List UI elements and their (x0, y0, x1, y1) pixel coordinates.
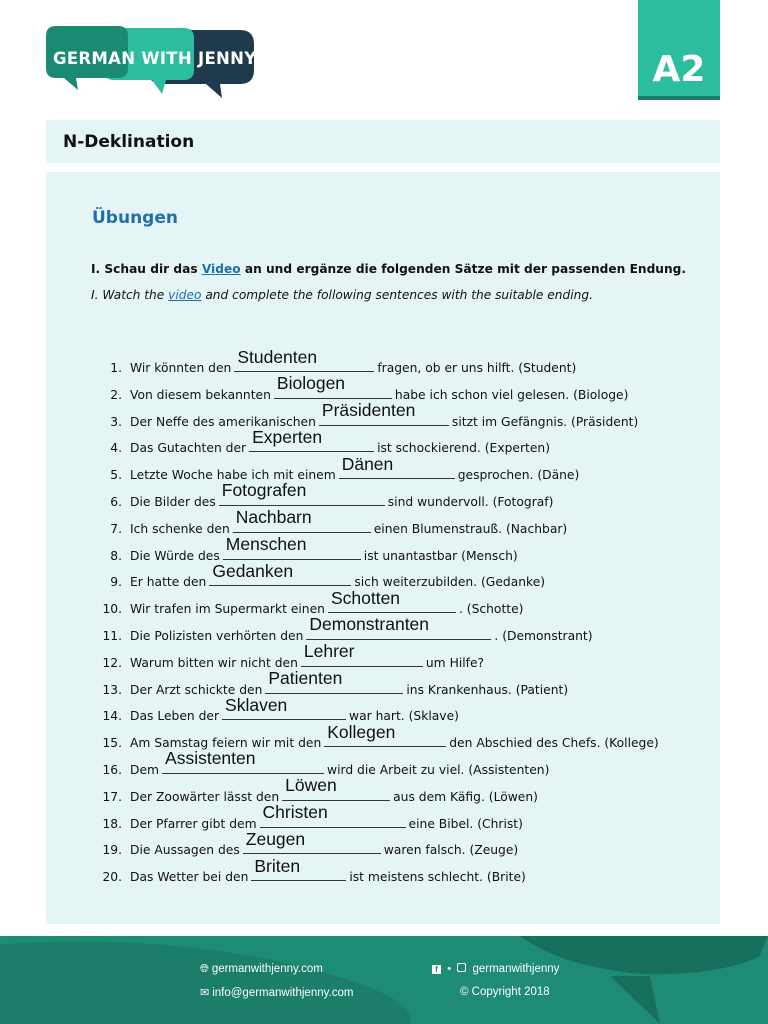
footer-social-text: germanwithjenny (472, 963, 560, 975)
exercise-number: 14. (102, 709, 122, 724)
level-label: A2 (652, 49, 706, 90)
exercise-sentence (130, 453, 580, 489)
exercise-number: 12. (102, 655, 122, 670)
exercise-sentence (130, 426, 550, 462)
answer-blank[interactable] (274, 373, 392, 399)
answer-text: Schotten (330, 587, 401, 608)
instruction-german-text-2: an und ergänze die folgenden Sätze mit der passenden Endung. (240, 262, 687, 276)
exercise-list (96, 346, 706, 891)
instruction-german (91, 262, 686, 276)
sentence-start: Der Pfarrer gibt dem (130, 816, 257, 831)
answer-text: Sklaven (225, 694, 288, 715)
sentence-start: Der Zoowärter lässt den (130, 789, 280, 804)
answer-text: Menschen (225, 534, 307, 555)
exercise-sentence (130, 400, 639, 436)
globe-icon: 🌐︎ (200, 963, 209, 975)
sentence-end: sitzt im Gefängnis. (Präsident) (451, 414, 639, 429)
footer-website[interactable] (200, 963, 323, 976)
sentence-end: ist unantastbar (Mensch) (363, 548, 518, 563)
exercise-number: 11. (102, 628, 122, 643)
footer-copyright: © Copyright 2018 (460, 986, 550, 998)
answer-text: Zeugen (245, 828, 306, 849)
footer-social[interactable] (432, 963, 559, 975)
answer-blank[interactable] (222, 694, 346, 720)
exercise-item (96, 802, 706, 838)
exercise-sentence (130, 694, 459, 730)
answer-blank[interactable] (249, 426, 374, 452)
answer-blank[interactable] (265, 668, 403, 694)
sentence-start: Die Würde des (130, 548, 220, 563)
answer-text: Gedanken (212, 560, 294, 581)
sentence-end: waren falsch. (Zeuge) (383, 843, 519, 858)
exercise-item (96, 400, 706, 436)
exercise-item (96, 453, 706, 489)
exercise-number: 2. (110, 387, 122, 402)
exercise-number: 13. (102, 682, 122, 697)
sentence-start: Das Leben der (130, 709, 220, 724)
exercise-sentence (130, 668, 569, 704)
sentence-end: ins Krankenhaus. (Patient) (406, 682, 569, 697)
exercise-number: 6. (110, 494, 122, 509)
sentence-start: Warum bitten wir nicht den (130, 655, 298, 670)
exercise-number: 1. (110, 361, 122, 375)
instruction-english-text-1: I. Watch the (91, 288, 169, 302)
twitter-icon: • (447, 963, 452, 975)
answer-text: Löwen (285, 775, 337, 796)
sentence-end: wird die Arbeit zu viel. (Assistenten) (327, 762, 550, 777)
sentence-end: ist schockierend. (Experten) (377, 441, 550, 456)
answer-text: Nachbarn (235, 507, 312, 528)
answer-blank[interactable] (319, 400, 449, 426)
answer-blank[interactable] (328, 587, 456, 613)
sentence-end: sind wundervoll. (Fotograf) (387, 494, 554, 509)
sentence-end: aus dem Käfig. (Löwen) (393, 789, 538, 804)
answer-text: Präsidenten (321, 400, 416, 421)
exercise-sentence (130, 828, 519, 864)
answer-text: Fotografen (221, 480, 307, 501)
instruction-english (91, 288, 593, 302)
sentence-start: Er hatte den (130, 575, 207, 590)
exercise-sentence (130, 480, 554, 516)
exercise-number: 18. (102, 816, 122, 831)
sentence-start: Letzte Woche habe ich mit einem (130, 468, 336, 483)
exercise-item (96, 480, 706, 516)
sentence-end: den Abschied des Chefs. (Kollege) (449, 736, 659, 751)
sentence-start: Dem (130, 762, 160, 777)
sentence-start: Der Neffe des amerikanischen (130, 414, 316, 429)
answer-text: Dänen (341, 453, 394, 474)
exercise-item (96, 346, 706, 382)
exercise-item (96, 426, 706, 462)
answer-blank[interactable] (162, 748, 324, 774)
sentence-end: eine Bibel. (Christ) (408, 816, 523, 831)
exercise-item (96, 641, 706, 677)
sentence-end: ist meistens schlecht. (Brite) (349, 870, 526, 885)
exercise-number: 4. (110, 441, 122, 456)
answer-blank[interactable] (339, 453, 455, 479)
level-badge (638, 0, 720, 100)
exercise-number: 17. (102, 789, 122, 804)
sentence-start: Wir könnten den (130, 361, 232, 375)
answer-blank[interactable] (233, 507, 371, 533)
instruction-english-text-2: and complete the following sentences with the suitable ending. (201, 288, 593, 302)
answer-text: Studenten (237, 346, 318, 367)
answer-blank[interactable] (260, 802, 406, 828)
sentence-start: Der Arzt schickte den (130, 682, 263, 697)
exercise-sentence (130, 614, 593, 650)
answer-blank[interactable] (251, 855, 346, 881)
sentence-end: sich weiterzubilden. (Gedanke) (354, 575, 546, 590)
answer-blank[interactable] (282, 775, 390, 801)
answer-text: Patienten (268, 668, 343, 689)
exercise-sentence (130, 855, 526, 891)
exercise-number: 8. (110, 548, 122, 563)
sentence-start: Die Polizisten verhörten den (130, 628, 304, 643)
sentence-end: um Hilfe? (425, 655, 485, 670)
exercise-number: 16. (102, 762, 122, 777)
answer-blank[interactable] (234, 346, 374, 372)
exercise-sentence (130, 775, 538, 811)
sentence-end: einen Blumenstrauß. (Nachbar) (373, 521, 568, 536)
exercise-sentence (130, 748, 550, 784)
exercise-item (96, 507, 706, 543)
exercise-number: 19. (102, 843, 122, 858)
sentence-end: habe ich schon viel gelesen. (Biologe) (394, 387, 629, 402)
footer-website-text: germanwithjenny.com (211, 963, 323, 975)
footer (0, 936, 768, 1024)
sentence-start: Wir trafen im Supermarkt einen (130, 602, 325, 617)
instruction-german-text-1: I. Schau dir das (91, 262, 202, 276)
exercise-sentence (130, 802, 523, 838)
answer-text: Briten (254, 855, 301, 876)
answer-blank[interactable] (324, 721, 446, 747)
answer-blank[interactable] (219, 480, 385, 506)
exercise-item (96, 534, 706, 570)
exercise-item (96, 855, 706, 891)
answer-blank[interactable] (306, 614, 491, 640)
instagram-icon (457, 963, 466, 972)
video-link-english[interactable]: video (168, 288, 202, 302)
sentence-start: Von diesem bekannten (130, 387, 271, 402)
sentence-end: . (Demonstrant) (494, 628, 593, 643)
sentence-end: war hart. (Sklave) (349, 709, 459, 724)
sentence-end: gesprochen. (Däne) (457, 468, 580, 483)
answer-text: Biologen (276, 373, 346, 394)
exercise-item (96, 668, 706, 704)
sentence-start: Das Wetter bei den (130, 870, 249, 885)
exercise-item (96, 828, 706, 864)
answer-text: Lehrer (303, 641, 355, 662)
envelope-icon: ✉︎ (200, 987, 210, 999)
exercise-number: 20. (102, 870, 122, 885)
logo (44, 24, 258, 100)
answer-text: Assistenten (165, 748, 256, 769)
sentence-start: Das Gutachten der (130, 441, 247, 456)
page-title: N-Deklination (63, 132, 195, 152)
exercise-item (96, 560, 706, 596)
answer-text: Experten (252, 426, 323, 447)
exercise-panel (46, 172, 720, 924)
exercise-item (96, 614, 706, 650)
exercise-item (96, 694, 706, 730)
answer-blank[interactable] (209, 560, 351, 586)
answer-text: Demonstranten (309, 614, 430, 635)
exercise-number: 9. (110, 575, 122, 590)
sentence-end: . (Schotte) (458, 602, 524, 617)
exercise-sentence (130, 507, 568, 543)
exercise-number: 7. (110, 521, 122, 536)
exercise-number: 3. (110, 414, 122, 429)
exercise-item (96, 775, 706, 811)
logo-text: GERMAN WITH JENNY (53, 49, 257, 68)
exercise-item (96, 748, 706, 784)
answer-text: Kollegen (327, 721, 396, 742)
sentence-start: Ich schenke den (130, 521, 230, 536)
title-bar (46, 120, 720, 163)
exercise-sentence (130, 534, 518, 570)
exercise-sentence (130, 346, 577, 382)
exercise-number: 15. (102, 736, 122, 751)
answer-blank[interactable] (301, 641, 423, 667)
exercise-number: 10. (102, 602, 122, 617)
footer-email-text: info@germanwithjenny.com (212, 987, 354, 999)
sentence-start: Die Bilder des (130, 494, 216, 509)
footer-email[interactable] (200, 986, 353, 999)
footer-decoration (0, 936, 768, 1024)
sentence-start: Am Samstag feiern wir mit den (130, 736, 322, 751)
exercise-number: 5. (110, 468, 122, 483)
video-link[interactable]: Video (201, 262, 241, 276)
facebook-icon: f (432, 965, 441, 974)
answer-blank[interactable] (243, 828, 381, 854)
sentence-end: fragen, ob er uns hilft. (Student) (377, 361, 577, 375)
sentence-start: Die Aussagen des (130, 843, 240, 858)
section-heading: Übungen (92, 208, 178, 228)
answer-text: Christen (262, 802, 328, 823)
answer-blank[interactable] (223, 534, 361, 560)
